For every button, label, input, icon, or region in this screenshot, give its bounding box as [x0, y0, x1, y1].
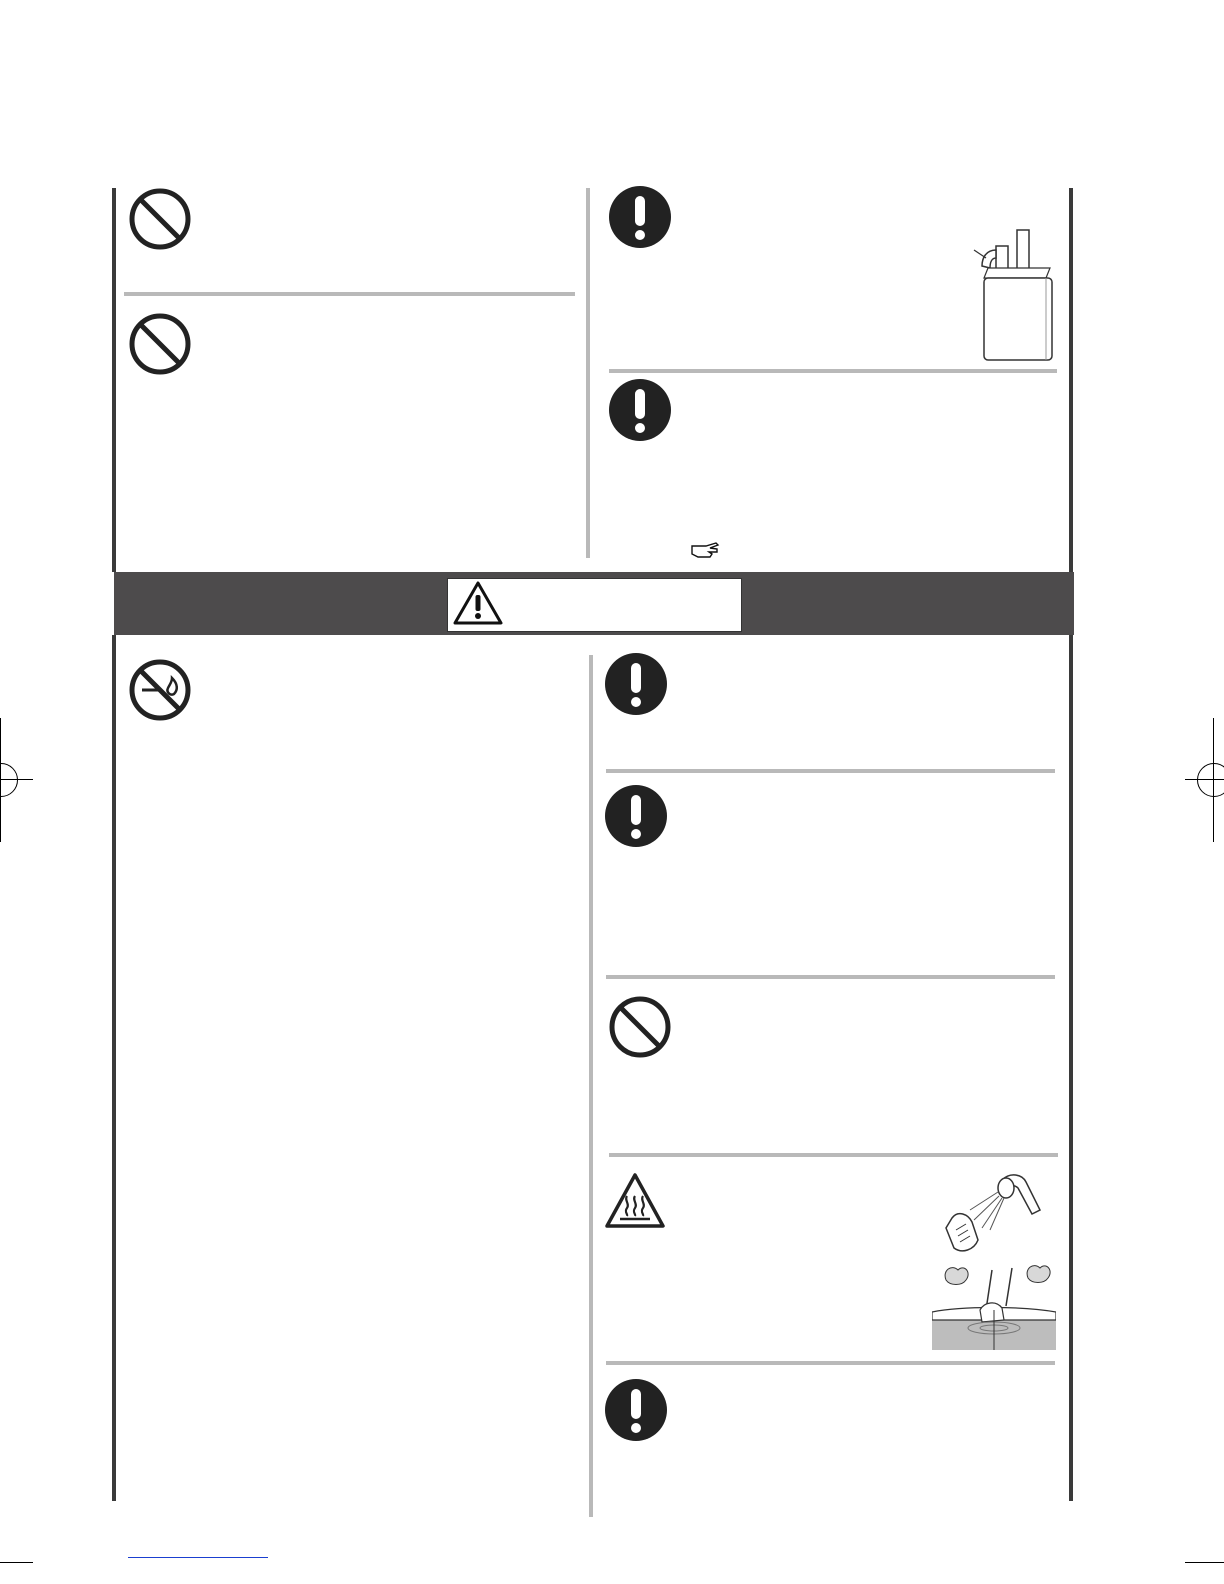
footer-link[interactable] — [128, 1553, 268, 1573]
frame-left-lower — [112, 635, 116, 1501]
mandatory-icon — [608, 378, 672, 442]
frame-right-upper — [1069, 188, 1073, 572]
registration-mark-right — [1197, 763, 1224, 797]
frame-left-upper — [112, 188, 116, 572]
prohibition-icon — [128, 312, 192, 376]
mandatory-icon — [604, 784, 668, 848]
rule-lower-right-3 — [609, 1153, 1058, 1157]
crop-mark-bottom-right — [1185, 1562, 1224, 1563]
prohibition-icon — [128, 187, 192, 251]
rule-upper-left — [124, 292, 575, 296]
mandatory-icon — [604, 1378, 668, 1442]
column-divider-upper — [586, 188, 590, 558]
no-open-flame-icon — [128, 658, 192, 722]
rule-lower-right-1 — [606, 769, 1055, 773]
rule-lower-right-4 — [606, 1361, 1055, 1365]
page-reference — [620, 541, 680, 561]
rule-lower-right-2 — [606, 975, 1055, 979]
registration-mark-left — [0, 763, 18, 797]
water-heater-illustration — [968, 228, 1060, 364]
rule-upper-right — [609, 369, 1057, 373]
crop-mark-bottom-left — [0, 1562, 33, 1563]
pointing-hand-icon — [690, 540, 720, 560]
frame-right-lower — [1069, 635, 1073, 1501]
warning-triangle-icon — [452, 580, 504, 626]
caution-label — [505, 591, 725, 617]
prohibition-icon — [608, 995, 672, 1059]
hot-surface-warning-icon — [604, 1172, 666, 1230]
column-divider-lower — [589, 655, 593, 1517]
mandatory-icon — [604, 652, 668, 716]
hot-shower-illustration — [932, 1170, 1056, 1350]
mandatory-icon — [608, 185, 672, 249]
